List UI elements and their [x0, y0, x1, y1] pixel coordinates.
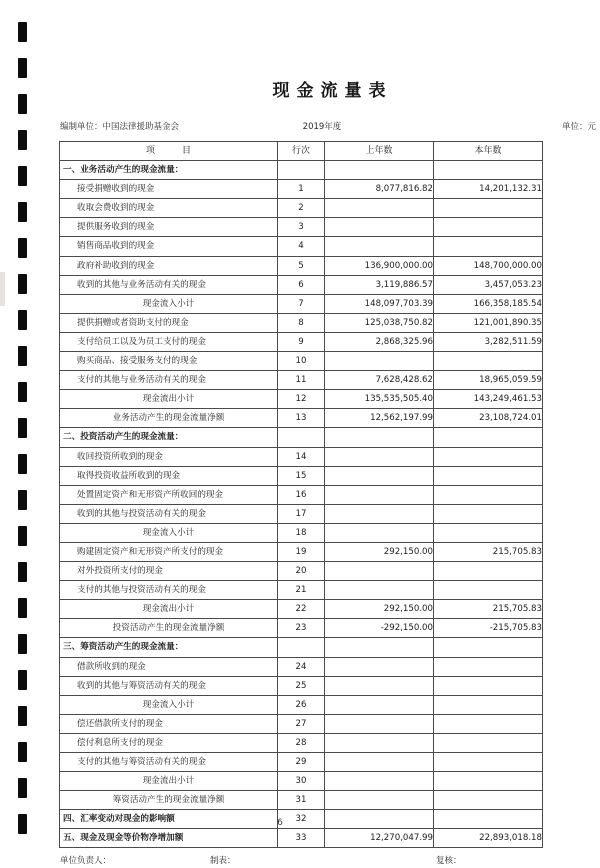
cell-line-no: 28 [278, 733, 325, 752]
cell-curr-year-amount: 215,705.83 [434, 542, 543, 561]
cell-prev-year-amount [325, 428, 434, 447]
cell-item: 现金流入小计 [60, 695, 278, 714]
binding-hole-mark [18, 670, 27, 690]
column-header-prev-year: 上年数 [325, 142, 434, 161]
table-row [60, 390, 543, 409]
responsible-person-label: 单位负责人： [60, 856, 112, 867]
table-row [60, 332, 543, 351]
cell-item: 投资活动产生的现金流量净额 [60, 619, 278, 638]
table-row [60, 447, 543, 466]
cell-prev-year-amount [325, 485, 434, 504]
table-row [60, 523, 543, 542]
cell-curr-year-amount: 3,457,053.23 [434, 275, 543, 294]
cell-curr-year-amount [434, 352, 543, 371]
binding-hole-mark [18, 166, 27, 186]
cell-line-no: 27 [278, 714, 325, 733]
cell-prev-year-amount [325, 581, 434, 600]
table-row [60, 562, 543, 581]
table-row [60, 313, 543, 332]
cell-prev-year-amount [325, 562, 434, 581]
cell-line-no: 20 [278, 562, 325, 581]
table-row [60, 199, 543, 218]
cell-line-no: 30 [278, 772, 325, 791]
cell-curr-year-amount [434, 466, 543, 485]
cell-curr-year-amount [434, 447, 543, 466]
cell-line-no: 18 [278, 523, 325, 542]
binding-hole-mark [18, 130, 27, 150]
table-row [60, 485, 543, 504]
cell-line-no: 23 [278, 619, 325, 638]
table-row [60, 714, 543, 733]
table-row [60, 600, 543, 619]
cell-curr-year-amount: 23,108,724.01 [434, 409, 543, 428]
cell-curr-year-amount [434, 523, 543, 542]
cell-prev-year-amount: 7,628,428.62 [325, 371, 434, 390]
cell-item: 一、业务活动产生的现金流量： [60, 161, 278, 180]
table-row [60, 733, 543, 752]
binding-hole-mark [18, 598, 27, 618]
cell-prev-year-amount: 292,150.00 [325, 542, 434, 561]
cell-prev-year-amount [325, 714, 434, 733]
cell-prev-year-amount [325, 638, 434, 657]
table-row [60, 371, 543, 390]
cell-line-no: 11 [278, 371, 325, 390]
cell-prev-year-amount: 136,900,000.00 [325, 256, 434, 275]
cell-prev-year-amount [325, 657, 434, 676]
cell-item: 现金流出小计 [60, 772, 278, 791]
prepared-by-label: 制表： [210, 856, 236, 867]
cell-prev-year-amount [325, 733, 434, 752]
binding-hole-mark [18, 274, 27, 294]
cell-line-no: 13 [278, 409, 325, 428]
cell-curr-year-amount [434, 581, 543, 600]
table-row [60, 275, 543, 294]
page-number: 6 [277, 818, 283, 828]
cell-prev-year-amount [325, 447, 434, 466]
cell-line-no: 3 [278, 218, 325, 237]
cell-curr-year-amount [434, 237, 543, 256]
cell-line-no: 29 [278, 753, 325, 772]
cell-item: 取得投资收益所收到的现金 [60, 466, 278, 485]
cell-line-no: 1 [278, 180, 325, 199]
binding-hole-mark [18, 706, 27, 726]
cell-prev-year-amount [325, 504, 434, 523]
cell-item: 收取会费收到的现金 [60, 199, 278, 218]
table-row [60, 829, 543, 848]
column-header-item: 项 目 [60, 142, 278, 161]
binding-hole-mark [18, 562, 27, 582]
cell-curr-year-amount: 215,705.83 [434, 600, 543, 619]
cell-curr-year-amount [434, 772, 543, 791]
cell-item: 三、筹资活动产生的现金流量： [60, 638, 278, 657]
cell-curr-year-amount: 3,282,511.59 [434, 332, 543, 351]
cell-curr-year-amount: 121,001,890.35 [434, 313, 543, 332]
table-row [60, 542, 543, 561]
cell-line-no: 16 [278, 485, 325, 504]
binding-hole-mark [18, 94, 27, 114]
cell-item: 业务活动产生的现金流量净额 [60, 409, 278, 428]
binding-hole-mark [18, 202, 27, 222]
table-header-row [60, 142, 543, 161]
binding-hole-marks [0, 0, 58, 852]
binding-hole-mark [18, 526, 27, 546]
cell-item: 五、现金及现金等价物净增加额 [60, 829, 278, 848]
cell-line-no: 6 [278, 275, 325, 294]
cell-item: 支付给员工以及为员工支付的现金 [60, 332, 278, 351]
table-row [60, 619, 543, 638]
cell-line-no: 7 [278, 294, 325, 313]
cell-curr-year-amount: 14,201,132.31 [434, 180, 543, 199]
cell-item: 政府补助收到的现金 [60, 256, 278, 275]
binding-hole-mark [18, 22, 27, 42]
cell-prev-year-amount: 2,868,325.96 [325, 332, 434, 351]
cell-prev-year-amount [325, 237, 434, 256]
cell-line-no: 19 [278, 542, 325, 561]
reviewed-by-label: 复核： [436, 856, 462, 867]
table-row [60, 428, 543, 447]
cell-line-no: 5 [278, 256, 325, 275]
preparer-unit-label: 编制单位：中国法律援助基金会 [60, 122, 180, 132]
table-header [60, 142, 543, 161]
cell-curr-year-amount [434, 428, 543, 447]
cell-line-no: 24 [278, 657, 325, 676]
cell-line-no: 22 [278, 600, 325, 619]
binding-hole-mark [18, 310, 27, 330]
binding-hole-mark [18, 382, 27, 402]
cell-item: 现金流出小计 [60, 600, 278, 619]
cell-line-no: 25 [278, 676, 325, 695]
currency-unit-label: 单位：元 [561, 122, 596, 132]
cell-prev-year-amount [325, 161, 434, 180]
binding-hole-mark [18, 778, 27, 798]
cell-item: 对外投资所支付的现金 [60, 562, 278, 581]
cell-curr-year-amount [434, 695, 543, 714]
cell-prev-year-amount [325, 218, 434, 237]
cell-curr-year-amount [434, 199, 543, 218]
cell-item: 现金流入小计 [60, 294, 278, 313]
cell-item: 支付的其他与筹资活动有关的现金 [60, 753, 278, 772]
cell-line-no [278, 428, 325, 447]
cell-item: 收到的其他与投资活动有关的现金 [60, 504, 278, 523]
cell-curr-year-amount: 22,893,018.18 [434, 829, 543, 848]
column-header-curr-year: 本年数 [434, 142, 543, 161]
cell-item: 提供捐赠或者资助支付的现金 [60, 313, 278, 332]
table-row [60, 791, 543, 810]
cell-prev-year-amount [325, 352, 434, 371]
cell-prev-year-amount [325, 695, 434, 714]
table-row [60, 466, 543, 485]
cell-line-no: 12 [278, 390, 325, 409]
cell-curr-year-amount [434, 218, 543, 237]
cell-curr-year-amount [434, 657, 543, 676]
signature-row [58, 854, 600, 868]
column-header-line-no: 行次 [278, 142, 325, 161]
table-row [60, 772, 543, 791]
table-row [60, 180, 543, 199]
document-sheet [58, 0, 600, 867]
cell-curr-year-amount [434, 504, 543, 523]
table-row [60, 638, 543, 657]
cell-line-no: 10 [278, 352, 325, 371]
page-title: 现金流量表 [272, 81, 393, 101]
cell-item: 收到的其他与筹资活动有关的现金 [60, 676, 278, 695]
binding-hole-mark [18, 490, 27, 510]
cell-item: 现金流入小计 [60, 523, 278, 542]
cell-prev-year-amount [325, 753, 434, 772]
cell-item: 处置固定资产和无形资产所收回的现金 [60, 485, 278, 504]
cell-line-no: 31 [278, 791, 325, 810]
cell-curr-year-amount [434, 676, 543, 695]
cell-item: 现金流出小计 [60, 390, 278, 409]
cell-item: 四、汇率变动对现金的影响额 [60, 810, 278, 829]
cell-curr-year-amount: -215,705.83 [434, 619, 543, 638]
table-row [60, 676, 543, 695]
cell-line-no: 9 [278, 332, 325, 351]
cell-item: 支付的其他与业务活动有关的现金 [60, 371, 278, 390]
cell-line-no: 33 [278, 829, 325, 848]
table-row [60, 237, 543, 256]
cell-item: 购买商品、接受服务支付的现金 [60, 352, 278, 371]
cell-curr-year-amount [434, 161, 543, 180]
cell-line-no: 4 [278, 237, 325, 256]
cell-item: 提供服务收到的现金 [60, 218, 278, 237]
table-body [60, 161, 543, 848]
cash-flow-statement-table [59, 141, 543, 848]
binding-hole-mark [18, 454, 27, 474]
cell-line-no: 15 [278, 466, 325, 485]
table-row [60, 256, 543, 275]
scan-edge-smudge [0, 272, 5, 306]
table-row [60, 352, 543, 371]
cell-item: 收到的其他与业务活动有关的现金 [60, 275, 278, 294]
cell-item: 偿付利息所支付的现金 [60, 733, 278, 752]
binding-hole-mark [18, 238, 27, 258]
cell-prev-year-amount: -292,150.00 [325, 619, 434, 638]
cell-prev-year-amount: 292,150.00 [325, 600, 434, 619]
table-row [60, 657, 543, 676]
cell-curr-year-amount [434, 791, 543, 810]
cell-prev-year-amount [325, 772, 434, 791]
cell-line-no [278, 638, 325, 657]
cell-prev-year-amount: 135,535,505.40 [325, 390, 434, 409]
cell-prev-year-amount: 12,270,047.99 [325, 829, 434, 848]
binding-hole-mark [18, 346, 27, 366]
cell-line-no: 26 [278, 695, 325, 714]
cell-item: 接受捐赠收到的现金 [60, 180, 278, 199]
table-row [60, 753, 543, 772]
cell-curr-year-amount: 148,700,000.00 [434, 256, 543, 275]
table-row [60, 695, 543, 714]
cell-line-no: 21 [278, 581, 325, 600]
cell-prev-year-amount [325, 466, 434, 485]
cell-prev-year-amount: 3,119,886.57 [325, 275, 434, 294]
reporting-period-label: 2019年度 [302, 122, 342, 132]
cell-curr-year-amount [434, 733, 543, 752]
cell-item: 销售商品收到的现金 [60, 237, 278, 256]
cell-prev-year-amount: 125,038,750.82 [325, 313, 434, 332]
binding-hole-mark [18, 634, 27, 654]
binding-hole-mark [18, 742, 27, 762]
cell-item: 购建固定资产和无形资产所支付的现金 [60, 542, 278, 561]
cell-prev-year-amount [325, 523, 434, 542]
cell-line-no: 17 [278, 504, 325, 523]
cell-prev-year-amount: 148,097,703.39 [325, 294, 434, 313]
cell-item: 筹资活动产生的现金流量净额 [60, 791, 278, 810]
cell-curr-year-amount: 18,965,059.59 [434, 371, 543, 390]
cell-prev-year-amount: 12,562,197.99 [325, 409, 434, 428]
table-row [60, 294, 543, 313]
cell-curr-year-amount: 166,358,185.54 [434, 294, 543, 313]
cell-line-no: 8 [278, 313, 325, 332]
cell-curr-year-amount [434, 562, 543, 581]
cell-curr-year-amount [434, 485, 543, 504]
cell-prev-year-amount [325, 676, 434, 695]
binding-hole-mark [18, 58, 27, 78]
cell-prev-year-amount [325, 199, 434, 218]
table-row [60, 161, 543, 180]
table-row [60, 409, 543, 428]
cell-item: 支付的其他与投资活动有关的现金 [60, 581, 278, 600]
cell-prev-year-amount [325, 791, 434, 810]
cell-prev-year-amount: 8,077,816.82 [325, 180, 434, 199]
document-meta [58, 120, 600, 135]
cell-line-no: 2 [278, 199, 325, 218]
cell-line-no: 32 [278, 810, 325, 829]
cell-item: 借款所收到的现金 [60, 657, 278, 676]
binding-hole-mark [18, 418, 27, 438]
cell-curr-year-amount [434, 714, 543, 733]
cell-item: 偿还借款所支付的现金 [60, 714, 278, 733]
cell-curr-year-amount [434, 638, 543, 657]
cell-item: 收回投资所收到的现金 [60, 447, 278, 466]
table-row [60, 504, 543, 523]
table-row [60, 218, 543, 237]
cell-line-no: 14 [278, 447, 325, 466]
cell-curr-year-amount [434, 753, 543, 772]
cell-item: 二、投资活动产生的现金流量： [60, 428, 278, 447]
table-row [60, 581, 543, 600]
cell-line-no [278, 161, 325, 180]
cell-curr-year-amount: 143,249,461.53 [434, 390, 543, 409]
